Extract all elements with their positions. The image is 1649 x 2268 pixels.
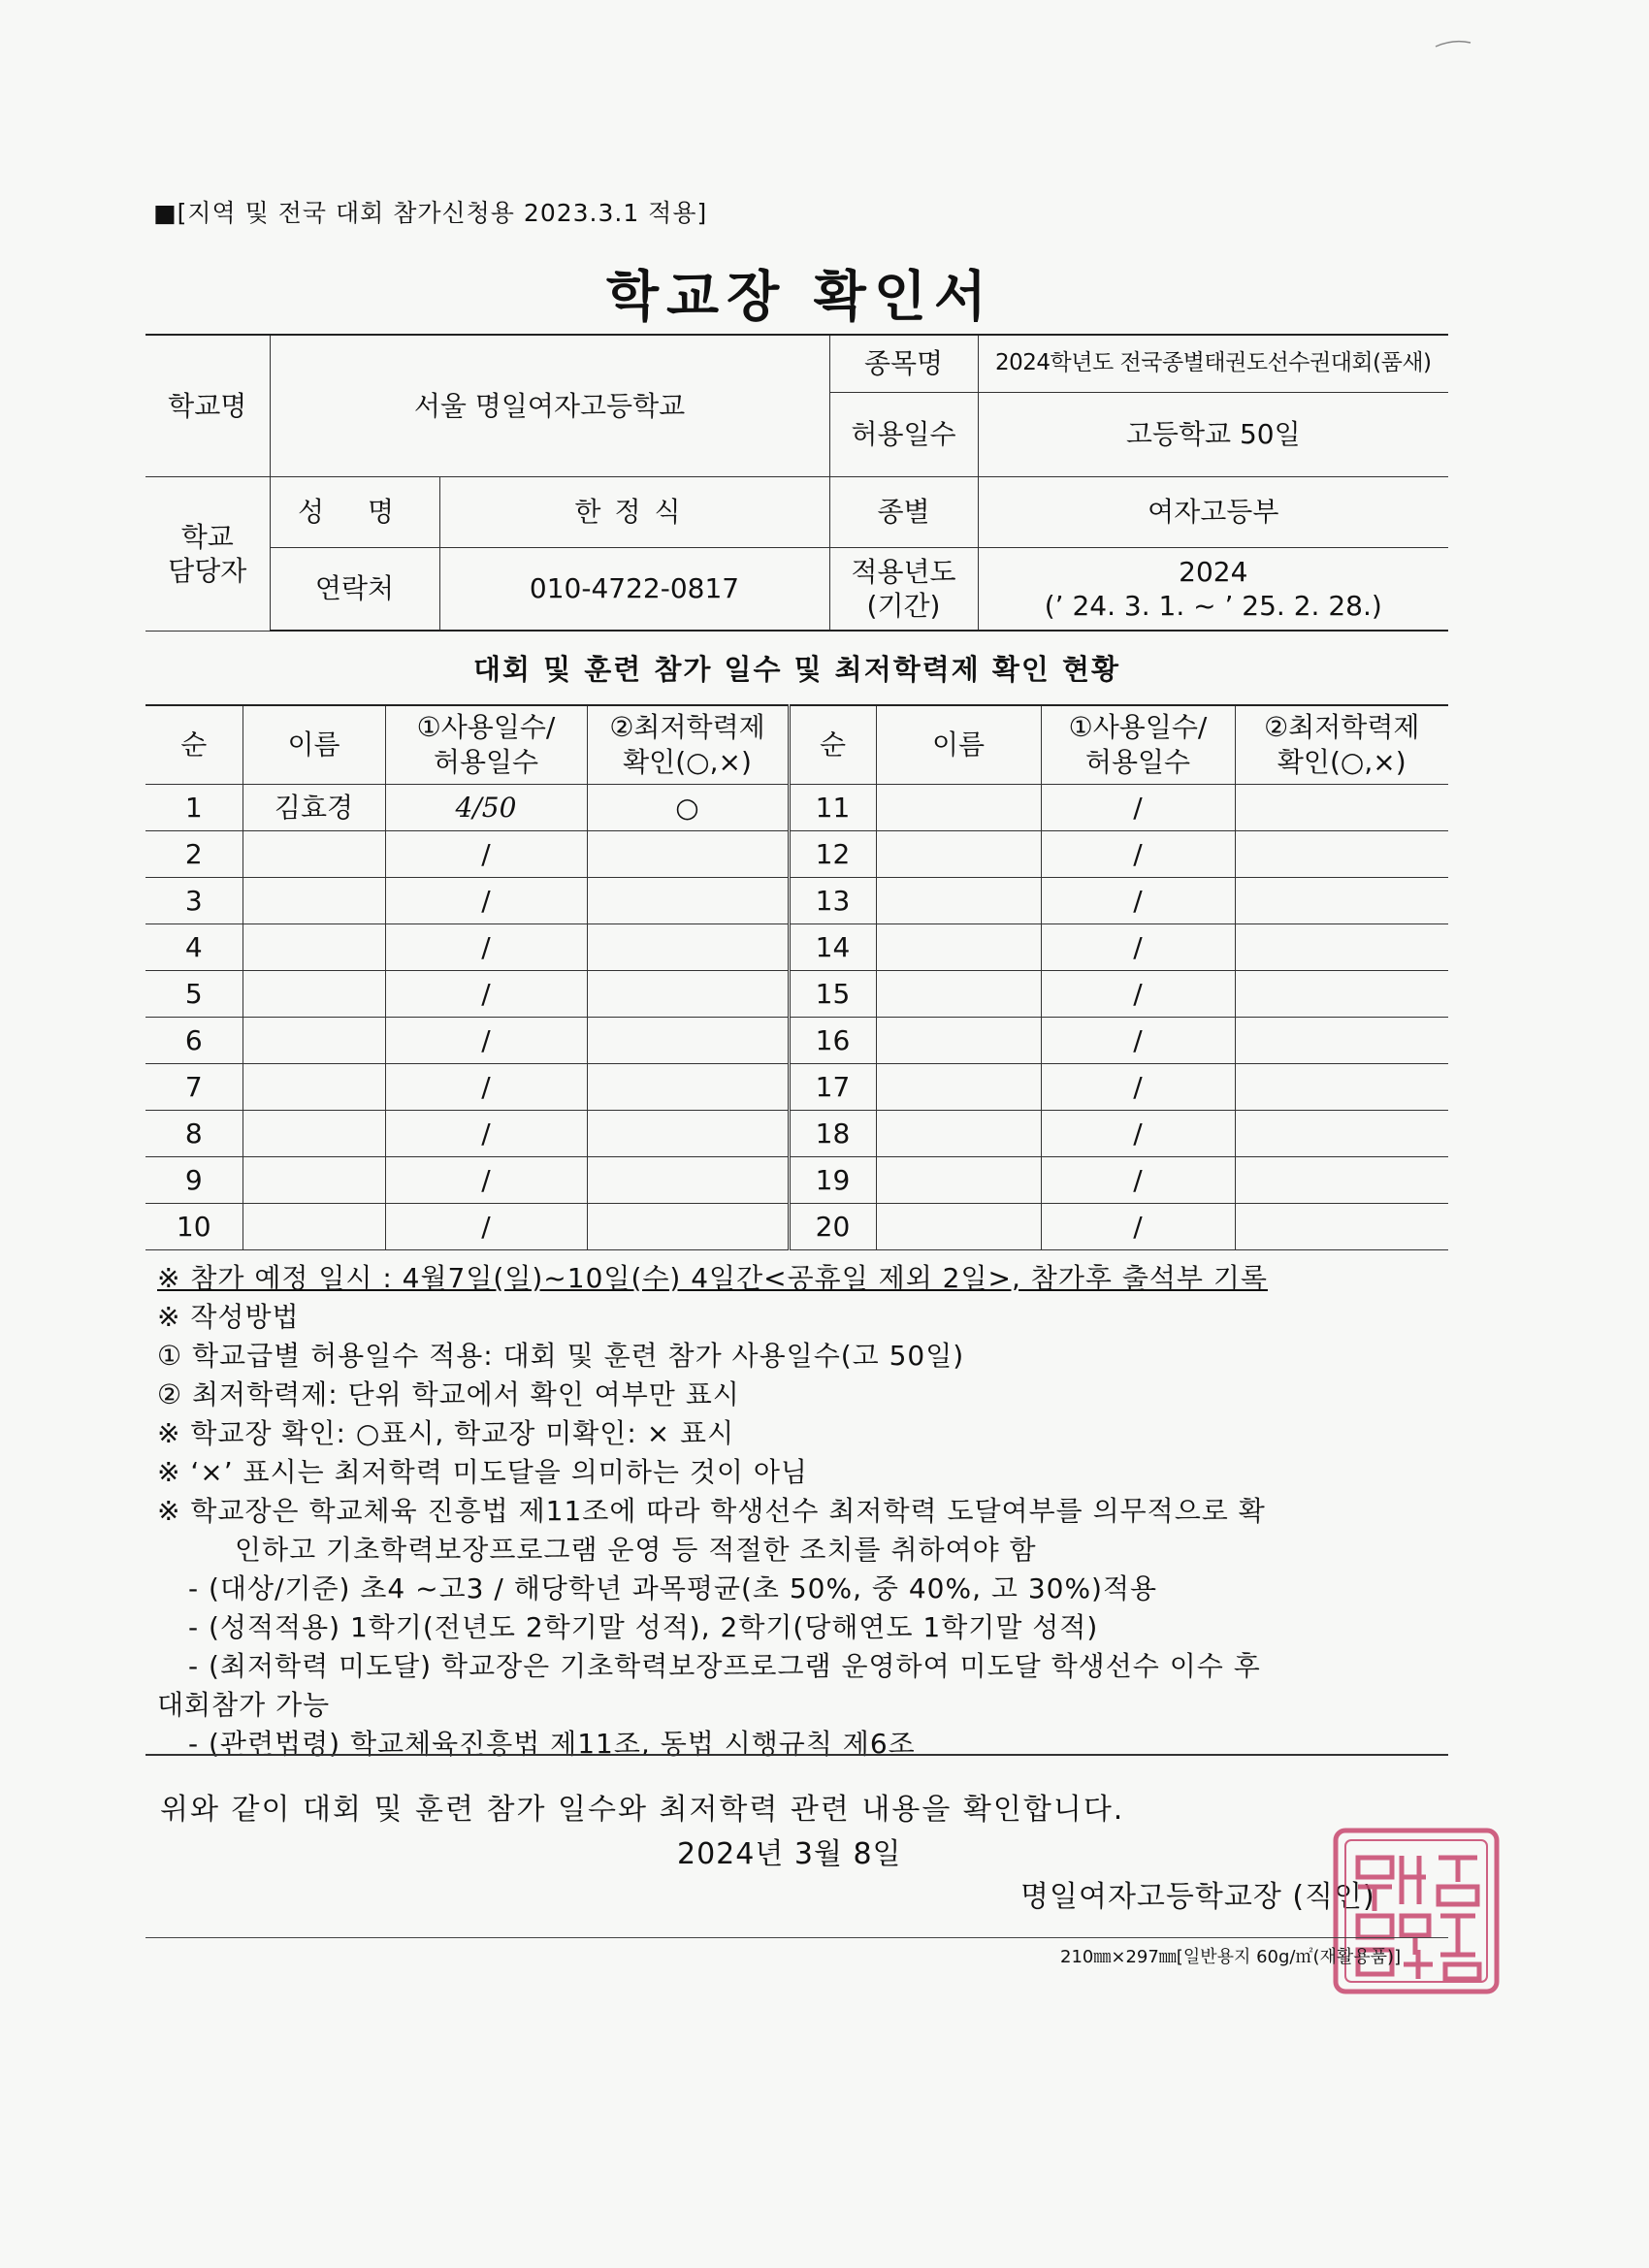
- min-check: [1235, 831, 1448, 878]
- min-check: [1235, 924, 1448, 971]
- days-used: /: [1041, 878, 1235, 924]
- row-number: 12: [789, 831, 876, 878]
- min-check: [1235, 1064, 1448, 1111]
- row-number: 15: [789, 971, 876, 1018]
- min-check: [1235, 971, 1448, 1018]
- table-row: [146, 878, 1448, 924]
- row-number: 17: [789, 1064, 876, 1111]
- days-used: /: [385, 1064, 587, 1111]
- days-used: /: [385, 831, 587, 878]
- header-days-line1: ①사용일수/: [416, 710, 556, 743]
- table-row: [146, 924, 1448, 971]
- athlete-name: [876, 971, 1041, 1018]
- athlete-status-table: [146, 704, 1448, 1250]
- header-min-right: [1235, 705, 1448, 785]
- row-number: 6: [146, 1018, 242, 1064]
- days-used: /: [1041, 1064, 1235, 1111]
- min-check: [1235, 1018, 1448, 1064]
- min-check: [1235, 878, 1448, 924]
- athlete-name: [876, 1204, 1041, 1250]
- days-used: /: [1041, 924, 1235, 971]
- row-number: 20: [789, 1204, 876, 1250]
- min-check: [1235, 785, 1448, 831]
- days-used: /: [1041, 1018, 1235, 1064]
- x-meaning-note: ※ ‘×’ 표시는 최저학력 미도달을 의미하는 것이 아님: [157, 1456, 808, 1488]
- min-check: [587, 1018, 789, 1064]
- row-number: 7: [146, 1064, 242, 1111]
- school-info-table: [146, 334, 1448, 632]
- event-value: 2024학년도 전국종별태권도선수권대회(품새): [978, 335, 1448, 392]
- row-number: 16: [789, 1018, 876, 1064]
- days-used: /: [1041, 1111, 1235, 1157]
- contact-value: 010-4722-0817: [439, 547, 829, 631]
- school-name-label: 학교명: [146, 335, 270, 476]
- athlete-name: [876, 924, 1041, 971]
- min-check: [1235, 1111, 1448, 1157]
- min-check: [587, 971, 789, 1018]
- header-days-right-line2: 허용일수: [1084, 746, 1191, 778]
- manager-label: [146, 476, 270, 631]
- row-number: 11: [789, 785, 876, 831]
- athlete-name: [876, 1064, 1041, 1111]
- header-no: 순: [146, 705, 242, 785]
- row-number: 13: [789, 878, 876, 924]
- days-used: /: [385, 1018, 587, 1064]
- header-min-line1: ②최저학력제: [609, 710, 765, 743]
- method-note-2: ② 최저학력제: 단위 학교에서 확인 여부만 표시: [157, 1378, 740, 1410]
- days-used: /: [1041, 785, 1235, 831]
- days-used: /: [385, 1204, 587, 1250]
- row-number: 2: [146, 831, 242, 878]
- athlete-name: [876, 831, 1041, 878]
- below-note-line2: 대회참가 가능: [157, 1689, 331, 1721]
- row-number: 1: [146, 785, 242, 831]
- law-note: - (관련법령) 학교체육진흥법 제11조, 동법 시행규칙 제6조: [188, 1728, 916, 1760]
- principal-check-note: ※ 학교장 확인: ○표시, 학교장 미확인: × 표시: [157, 1417, 735, 1449]
- header-min: [587, 705, 789, 785]
- official-seal-stamp-icon: [1324, 1819, 1508, 2003]
- principal-signature: 명일여자고등학교장 (직인): [1020, 1880, 1375, 1914]
- row-number: 4: [146, 924, 242, 971]
- issue-date: 2024년 3월 8일: [677, 1837, 902, 1871]
- header-days-right-line1: ①사용일수/: [1068, 710, 1208, 743]
- table-row: [146, 1018, 1448, 1064]
- min-check: [1235, 1157, 1448, 1204]
- event-label: 종목명: [829, 335, 978, 392]
- table-row: [146, 1204, 1448, 1250]
- year-label-line2: (기간): [866, 589, 941, 622]
- section-divider: [146, 1754, 1448, 1756]
- row-number: 9: [146, 1157, 242, 1204]
- header-days-right: [1041, 705, 1235, 785]
- min-check: [587, 924, 789, 971]
- min-check: [587, 831, 789, 878]
- row-number: 3: [146, 878, 242, 924]
- min-check: [587, 1064, 789, 1111]
- days-used: /: [385, 878, 587, 924]
- table-row: [146, 785, 1448, 831]
- duty-note-line1: ※ 학교장은 학교체육 진흥법 제11조에 따라 학생선수 최저학력 도달여부를 의무적으로 확: [157, 1495, 1266, 1527]
- header-no-right: 순: [789, 705, 876, 785]
- athlete-name: [242, 1157, 385, 1204]
- athlete-name: 김효경: [242, 785, 385, 831]
- manager-name-value: 한정식: [439, 476, 829, 547]
- athlete-name: [242, 1018, 385, 1064]
- grades-note: - (성적적용) 1학기(전년도 2학기말 성적), 2학기(당해연도 1학기말 성적): [188, 1611, 1099, 1643]
- manager-name-label: 성 명: [270, 476, 439, 547]
- contact-label: 연락처: [270, 547, 439, 631]
- min-check: [587, 1157, 789, 1204]
- confirmation-statement: 위와 같이 대회 및 훈련 참가 일수와 최저학력 관련 내용을 확인합니다.: [160, 1793, 1125, 1827]
- year-value: 2024: [1179, 555, 1248, 588]
- days-used: /: [1041, 1157, 1235, 1204]
- school-name-value: 서울 명일여자고등학교: [270, 335, 829, 476]
- manager-label-line2: 담당자: [168, 554, 247, 587]
- athlete-name: [242, 924, 385, 971]
- schedule-note: ※ 참가 예정 일시 : 4월7일(일)~10일(수) 4일간<공휴일 제외 2일>, 참가후 출석부 기록: [157, 1262, 1268, 1294]
- year-value-cell: [978, 547, 1448, 631]
- header-min-line2: 확인(○,×): [623, 746, 752, 778]
- row-number: 18: [789, 1111, 876, 1157]
- min-check: [587, 878, 789, 924]
- days-used: /: [385, 924, 587, 971]
- row-number: 5: [146, 971, 242, 1018]
- notes-section: [157, 1259, 1457, 1764]
- duty-note-line2: 인하고 기초학력보장프로그램 운영 등 적절한 조치를 취하여야 함: [235, 1534, 1037, 1566]
- method-title: ※ 작성방법: [157, 1301, 300, 1333]
- header-days-line2: 허용일수: [433, 746, 539, 778]
- allowed-days-label: 허용일수: [829, 392, 978, 476]
- athlete-name: [242, 878, 385, 924]
- athlete-name: [242, 971, 385, 1018]
- header-min-right-line2: 확인(○,×): [1277, 746, 1406, 778]
- athlete-name: [242, 1064, 385, 1111]
- athlete-name: [876, 1018, 1041, 1064]
- table-row: [146, 1064, 1448, 1111]
- header-name: 이름: [242, 705, 385, 785]
- scan-mark-icon: [1434, 37, 1472, 50]
- days-used: /: [1041, 971, 1235, 1018]
- min-check: [587, 1111, 789, 1157]
- footer-divider: [146, 1937, 1448, 1938]
- row-number: 8: [146, 1111, 242, 1157]
- athlete-name: [876, 878, 1041, 924]
- table-row: [146, 1111, 1448, 1157]
- min-check: ○: [587, 785, 789, 831]
- days-used: /: [1041, 831, 1235, 878]
- table-row: [146, 1157, 1448, 1204]
- header-name-right: 이름: [876, 705, 1041, 785]
- row-number: 19: [789, 1157, 876, 1204]
- status-subtitle: 대회 및 훈련 참가 일수 및 최저학력제 확인 현황: [472, 653, 1121, 686]
- min-check: [587, 1204, 789, 1250]
- athlete-name: [242, 1111, 385, 1157]
- manager-label-line1: 학교: [180, 520, 234, 553]
- athlete-name: [242, 831, 385, 878]
- category-label: 종별: [829, 476, 978, 547]
- method-note-1: ① 학교급별 허용일수 적용: 대회 및 훈련 참가 사용일수(고 50일): [157, 1340, 965, 1372]
- table-row: [146, 971, 1448, 1018]
- period-value: (’ 24. 3. 1. ~ ’ 25. 2. 28.): [1044, 589, 1382, 622]
- days-used: /: [1041, 1204, 1235, 1250]
- athlete-name: [242, 1204, 385, 1250]
- document-form-label: ■[지역 및 전국 대회 참가신청용 2023.3.1 적용]: [153, 199, 708, 227]
- year-label-line1: 적용년도: [851, 555, 956, 588]
- year-label: [829, 547, 978, 631]
- allowed-days-value: 고등학교 50일: [978, 392, 1448, 476]
- table-header-row: [146, 705, 1448, 785]
- header-min-right-line1: ②최저학력제: [1264, 710, 1420, 743]
- target-note: - (대상/기준) 초4 ~고3 / 해당학년 과목평균(초 50%, 중 40%, 고 30%)적용: [188, 1572, 1158, 1604]
- row-number: 10: [146, 1204, 242, 1250]
- athlete-name: [876, 1157, 1041, 1204]
- category-value: 여자고등부: [978, 476, 1448, 547]
- header-days: [385, 705, 587, 785]
- days-used: /: [385, 971, 587, 1018]
- page-title: 학교장 확인서: [605, 266, 995, 329]
- table-row: [146, 831, 1448, 878]
- athlete-name: [876, 785, 1041, 831]
- below-note-line1: - (최저학력 미도달) 학교장은 기초학력보장프로그램 운영하여 미도달 학생선수 이수 후: [188, 1650, 1261, 1682]
- days-used: /: [385, 1157, 587, 1204]
- days-used: 4/50: [385, 785, 587, 831]
- paper-spec-footer: 210㎜×297㎜[일반용지 60g/㎡(재활용품)]: [1060, 1947, 1402, 1967]
- days-used: /: [385, 1111, 587, 1157]
- min-check: [1235, 1204, 1448, 1250]
- athlete-name: [876, 1111, 1041, 1157]
- row-number: 14: [789, 924, 876, 971]
